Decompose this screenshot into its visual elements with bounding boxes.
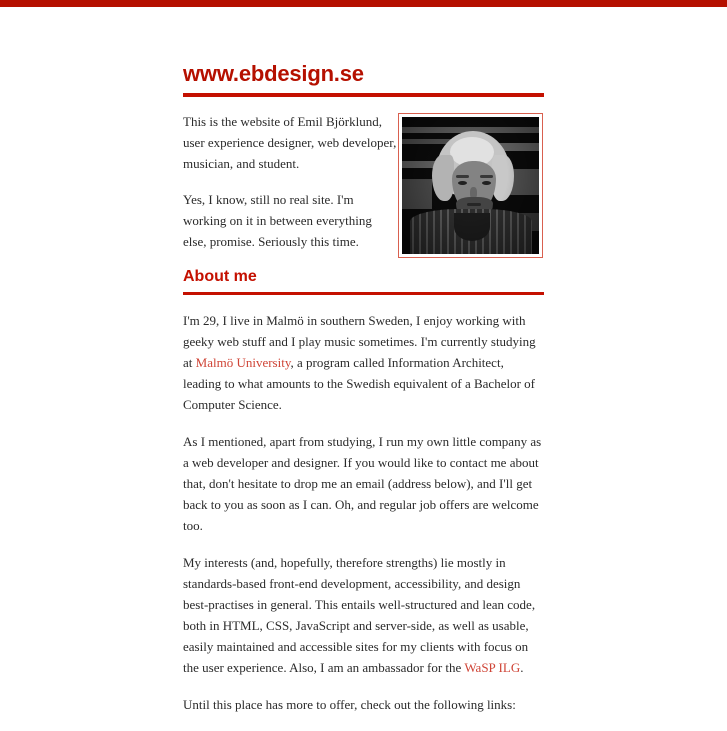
about-p1-text-before: I'm 29, I live in Malmö in southern Sweden, I enjoy working with geeky web stuff and I play music sometimes. I'm currently studying at [183,313,536,370]
intro-paragraph-1: This is the website of Emil Björklund, user experience designer, web developer, musician, and student. [183,114,397,171]
intro-paragraph-2: Yes, I know, still no real site. I'm working on it in between everything else, promise. Seriously this time. [183,192,372,249]
about-paragraph-1 [183,310,544,415]
about-paragraph-2: As I mentioned, apart from studying, I run my own little company as a web developer and designer. If you would like to contact me about that, don't hesitate to drop me an email (address below), and I'll get back to you as soon as I can. Oh, and regular job offers are welcome too. [183,434,542,533]
about-p3-text-before: My interests (and, hopefully, therefore strengths) lie mostly in standards-based front-end development, accessibility, and design best-practises in general. This entails well-structured and lean code, both in HTML, CSS, JavaScript and server-side, as well as usable, easily maintained and accessible sites for my clients with focus on the user experience. Also, I am an ambassador for the [183,555,536,675]
about-p1-text-after: , a program called Information Architect, leading to what amounts to the Swedish equivalent of a Bachelor of Computer Science. [183,355,535,412]
malmo-university-link[interactable]: Malmö University [195,355,291,370]
top-accent-band [0,0,727,7]
about-section [183,295,544,715]
intro-section [183,97,398,252]
page-wrapper [0,7,727,712]
about-p3-text-after: . [520,660,524,675]
about-paragraph-3 [183,552,544,678]
content-column [183,7,544,731]
about-paragraph-4: Until this place has more to offer, check out the following links: [183,697,516,712]
page-title: www.ebdesign.se [183,61,364,86]
about-heading: About me [183,268,257,285]
wasp-ilg-link[interactable]: WaSP ILG [464,660,521,675]
